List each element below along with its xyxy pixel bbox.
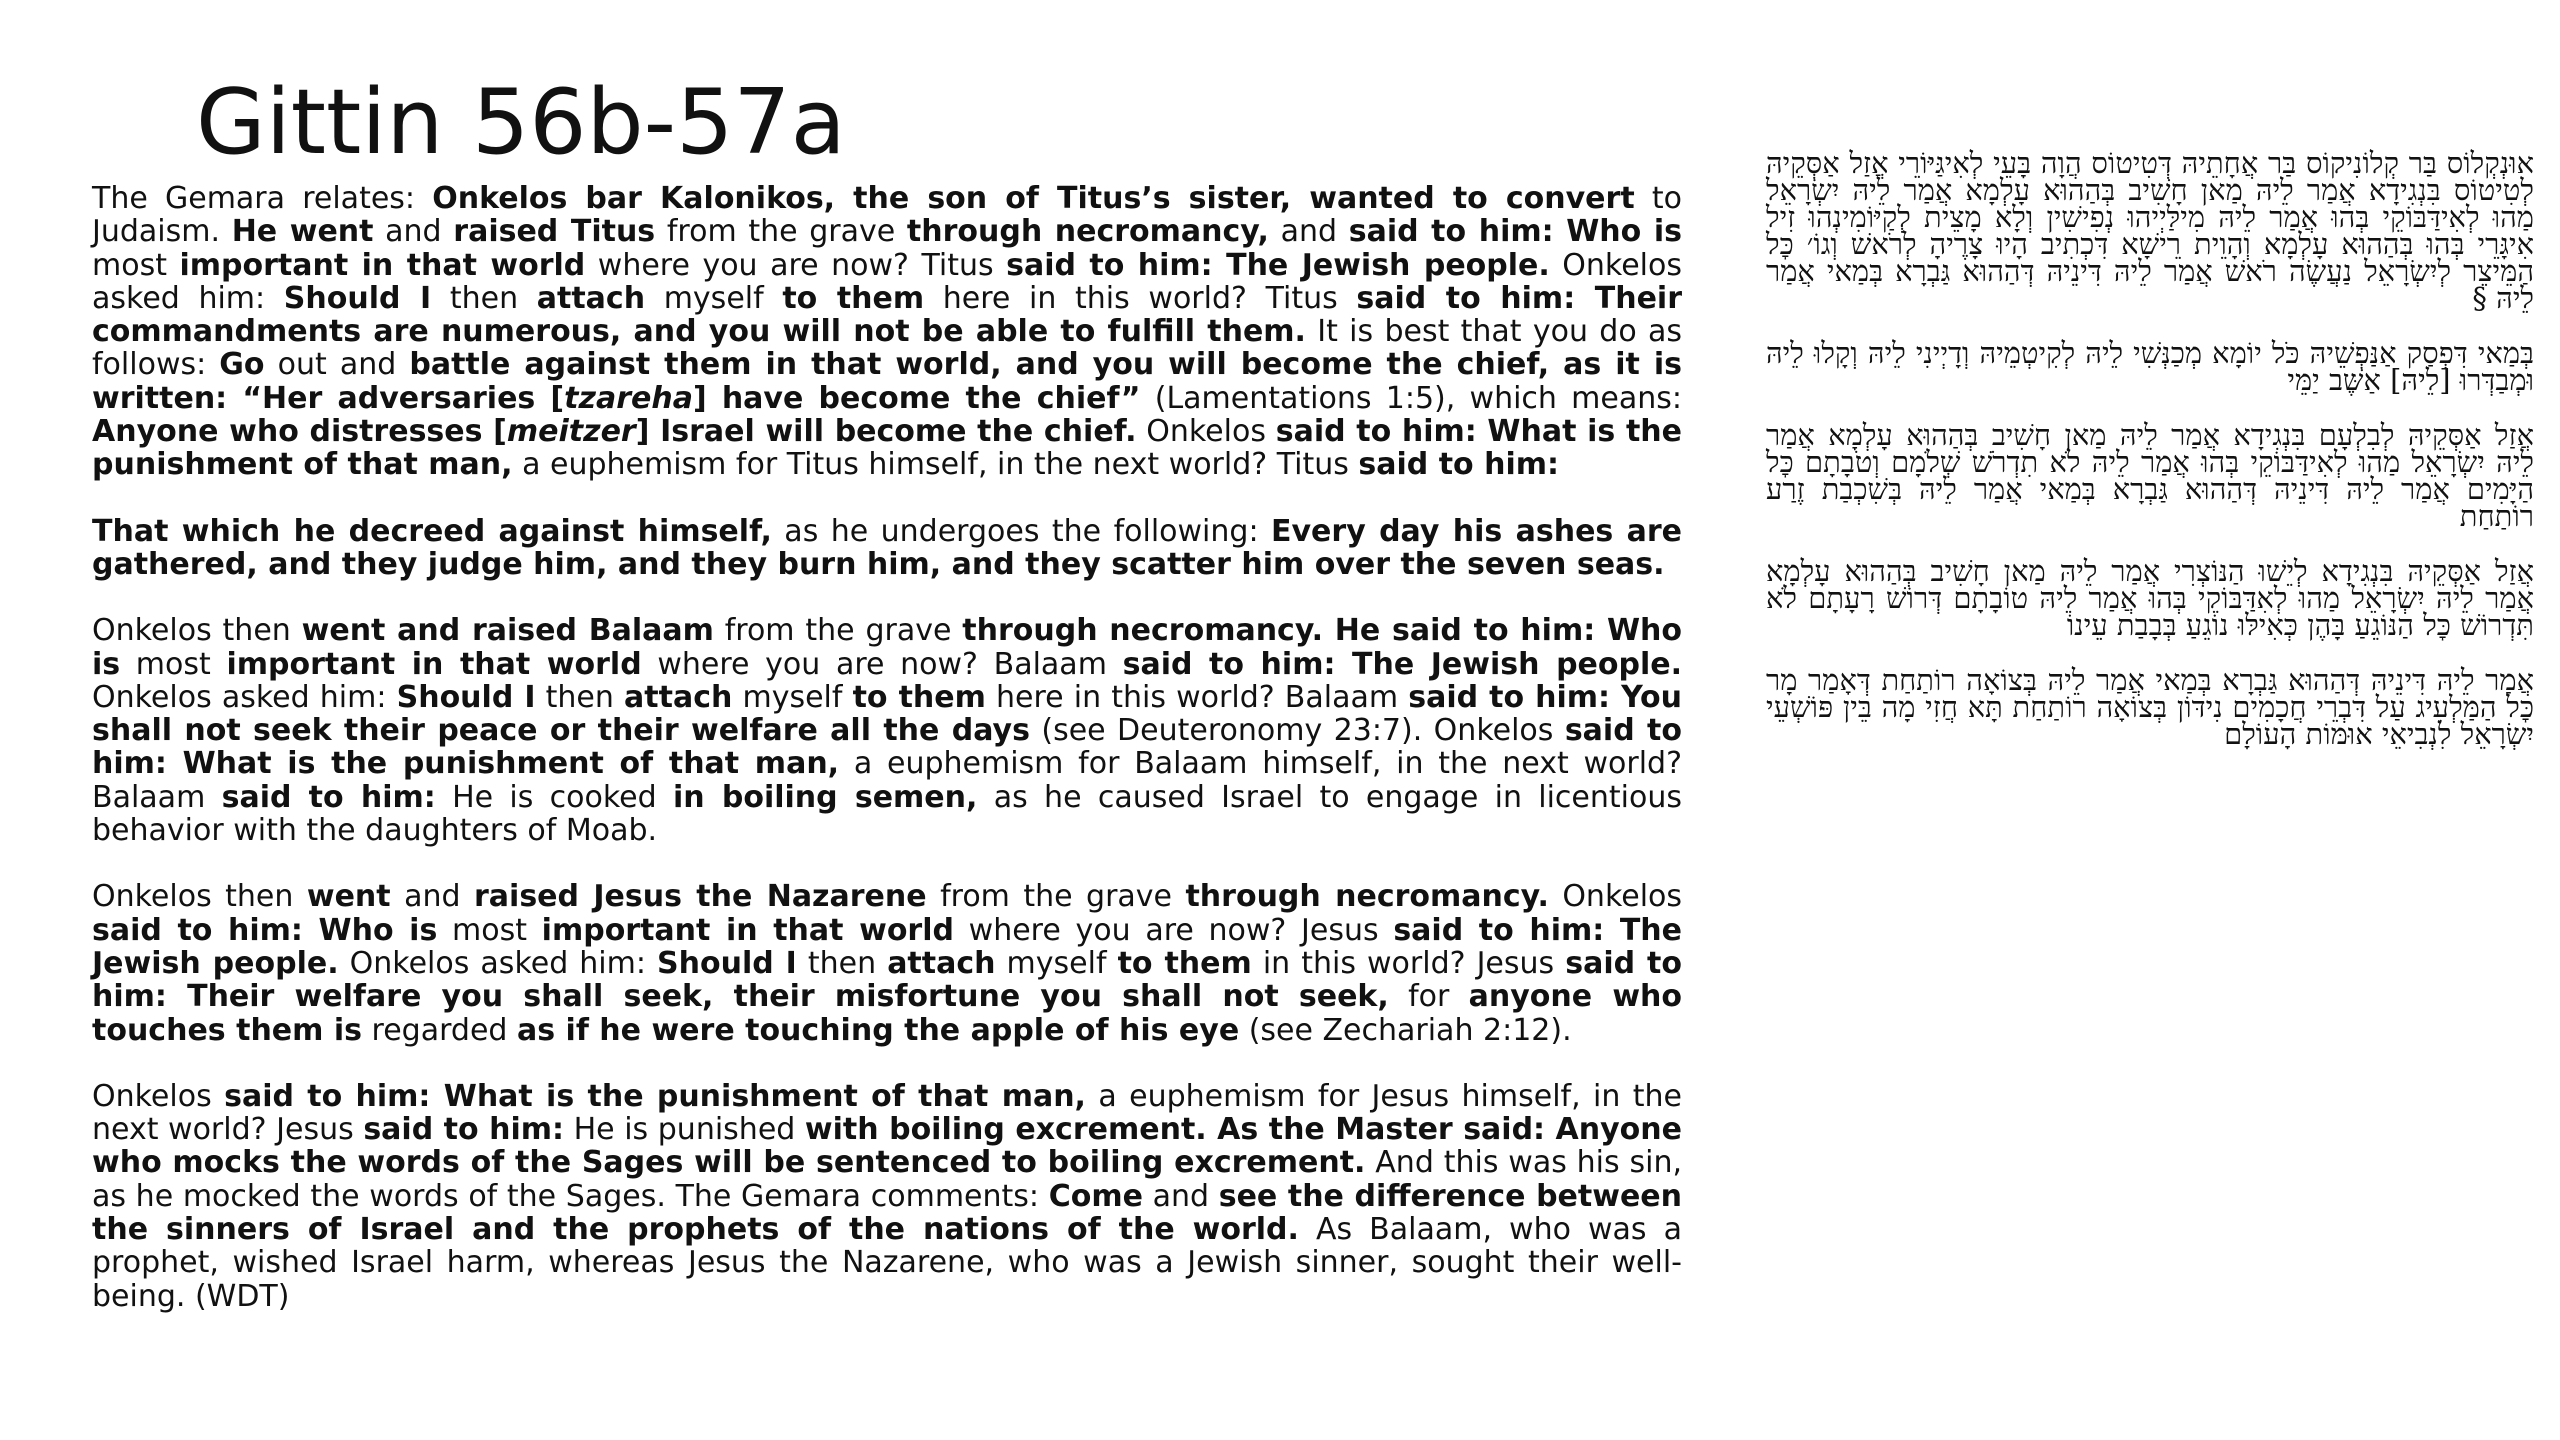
english-paragraph-jesus-punishment xyxy=(92,1080,1682,1313)
hebrew-paragraph-jesus-punishment: אֲמַר לֵיהּ דִּינֵיהּ דְּהַהוּא גַּבְרָא בְּמַאי אֲמַר לֵיהּ בְּצוֹאָה רוֹתַחַת דְּאָמַר מָר כׇּל הַמַּלְעִיג עַל דִּבְרֵי חֲכָמִים נִידּוֹן בְּצוֹאָה רוֹתַחַת תָּא חֲזִי מָה בֵּין פּוֹשְׁעֵי יִשְׂרָאֵל לִנְבִיאֵי אוּמּוֹת הָעוֹלָם xyxy=(1766,663,2534,751)
text-run: myself xyxy=(995,945,1118,981)
hebrew-original-text xyxy=(1766,146,2534,776)
text-run-bold: said to him: xyxy=(1358,447,1560,483)
text-run: The Gemara relates: xyxy=(92,181,433,216)
text-run: most xyxy=(92,247,180,283)
text-run: Onkelos asked him: xyxy=(92,247,1683,316)
text-run: (see Zechariah 2:12). xyxy=(1239,1012,1572,1048)
text-run-bold: to them xyxy=(1117,945,1252,981)
text-run: and xyxy=(1142,1178,1219,1214)
text-run: myself xyxy=(645,280,783,316)
text-run-bold: said to him: xyxy=(363,1112,565,1148)
text-run: then xyxy=(535,679,625,715)
text-run: a euphemism for Jesus himself, in the next world? Jesus xyxy=(92,1078,1682,1148)
text-run-bold: Should I xyxy=(396,679,536,715)
text-run: Onkelos asked him: xyxy=(338,945,658,981)
text-run-bold: said to him: What is the punishment of that man, xyxy=(92,414,1682,483)
text-run-italic: meitzer xyxy=(506,414,636,450)
text-run: here in this world? Titus xyxy=(924,280,1357,316)
text-run-bold: said to him: The Jewish people. xyxy=(92,912,1683,981)
text-run: as he undergoes the following: xyxy=(771,513,1271,549)
text-run-bold xyxy=(564,381,693,416)
english-paragraph-titus xyxy=(92,182,1682,482)
text-run-bold: raised Titus xyxy=(453,214,656,250)
text-run-bold: through necromancy, xyxy=(906,214,1269,250)
english-translation xyxy=(92,182,1682,1346)
text-run-bold: to them xyxy=(782,280,925,316)
text-run-bold: see the difference between the sinners of Israel and the prophets of the nations of the world. xyxy=(92,1178,1683,1248)
text-run: a euphemism for Balaam himself, in the next world? Balaam xyxy=(92,746,1683,815)
text-run: as he caused Israel to engage in licentious behavior with the daughters of Moab. xyxy=(92,779,1682,849)
text-run: most xyxy=(120,646,227,682)
text-run: regarded xyxy=(362,1012,517,1048)
text-run: Onkelos xyxy=(92,1078,225,1114)
text-run-bold: important in that world xyxy=(179,247,586,283)
text-run-bold: said to him: What is the punishment of that man, xyxy=(92,713,1682,782)
text-run: He is punished xyxy=(564,1112,805,1148)
text-run: a euphemism for Titus himself, in the next world? Titus xyxy=(512,447,1359,483)
text-run-bold: important in that world xyxy=(226,646,642,682)
slide-title: Gittin 56b-57a xyxy=(196,70,846,175)
hebrew-paragraph-balaam: אֲזַל אַסְּקֵיהּ לְבִלְעָם בִּנְגִידָא אֲמַר לֵיהּ מַאן חָשִׁיב בְּהַהוּא עָלְמָא אֲמַר לֵיהּ יִשְׂרָאֵל מַהוּ לְאִידַּבּוֹקֵי בְּהוּ אֲמַר לֵיהּ לֹא תִדְרֹשׁ שְׁלֹמָם וְטֹבָתָם כׇּל הַיָּמִים אֲמַר לֵיהּ דִּינֵיהּ דְּהַהוּא גַּבְרָא בְּמַאי אֲמַר לֵיהּ בְּשִׁכְבַת זֶרַע רוֹתַחַת xyxy=(1766,418,2534,533)
text-run: It is best that you do as follows: xyxy=(92,314,1682,383)
text-run: most xyxy=(437,912,542,948)
text-run-bold: battle against them in that world, and you will become the chief, as it is written: “Her adversaries [ xyxy=(92,347,1682,416)
text-run: where you are now? Jesus xyxy=(953,912,1394,948)
text-run: Onkelos then xyxy=(92,879,307,915)
text-run-bold xyxy=(507,414,636,449)
text-run-bold: as if he were touching the apple of his eye xyxy=(516,1012,1240,1048)
hebrew-paragraph-titus: אוּנְקְלוֹס בַּר קְלוֹנִיקוֹס בַּר אֲחָתֵיהּ דְּטִיטוֹס הֲוָה בָּעֵי לְאִיגַּיּוֹרֵי אֲזַל אַסְּקֵיהּ לְטִיטוֹס בִּנְגִידָא אֲמַר לֵיהּ מַאן חָשִׁיב בְּהַהוּא עָלְמָא אֲמַר לֵיהּ יִשְׂרָאֵל מַהוּ לְאִידַּבּוֹקֵי בְּהוּ אֲמַר לֵיהּ מִילַּיְיהוּ נְפִישִׁין וְלָא מָצֵית לְקַיּוֹמִינְהוּ זִיל אִיגָּרֵי בְּהוּ בְּהַהוּא עָלְמָא וְהָוֵית רֵישָׁא דִּכְתִיב הָיוּ צָרֶיהָ לְרֹאשׁ וְגוֹ׳ כׇּל הַמֵּיצֵר לְיִשְׂרָאֵל נַעֲשֶׂה רֹאשׁ אֲמַר לֵיהּ דִּינֵיהּ דְּהַהוּא גַּבְרָא בְּמַאי אֲמַר לֵיהּ § xyxy=(1766,146,2534,315)
text-run-bold: attach xyxy=(624,679,733,715)
text-run-bold: with boiling excrement. As the Master said: Anyone who mocks the words of the Sages will be sentenced to boiling excrement. xyxy=(92,1112,1682,1181)
text-run-bold: said to him: What is the punishment of that man, xyxy=(224,1078,1086,1114)
text-run-bold: went xyxy=(306,879,391,915)
english-paragraph-jesus xyxy=(92,880,1682,1046)
hebrew-paragraph-jesus: אֲזַל אַסְּקֵיהּ בִּנְגִידָא לְיֵשׁוּ הַנּוֹצְרִי אֲמַר לֵיהּ מַאן חָשִׁיב בְּהַהוּא עָלְמָא אֲמַר לֵיהּ יִשְׂרָאֵל מַהוּ לְאִדַּבּוֹקֵי בְּהוּ אֲמַר לֵיהּ טוֹבָתָם דְּרוֹשׁ רָעָתָם לֹא תִּדְרוֹשׁ כׇּל הַנּוֹגֵעַ בָּהֶן כְּאִילּוּ נוֹגֵעַ בְּבָבַת עֵינוֹ xyxy=(1766,554,2534,642)
english-paragraph-titus-punishment xyxy=(92,515,1682,582)
text-run-bold: Every day his ashes are gathered, and they judge him, and they burn him, and they scatter him over the seven seas. xyxy=(92,513,1683,582)
text-run-bold: said to him: Their welfare you shall seek, their misfortune you shall not seek, xyxy=(92,945,1682,1015)
text-run-bold: through necromancy. xyxy=(1185,879,1549,915)
hebrew-paragraph-titus-punishment: בְּמַאי דִּפְסַק אַנַּפְשֵׁיהּ כֹּל יוֹמָא מְכַנְּשִׁי לֵיהּ לְקִיטְמֵיהּ וְדָיְינִי לֵיהּ וְקָלוּ לֵיהּ וּמְבַדְּרוּ [לֵיהּ] אַשֶּׁב יַמֵּי xyxy=(1766,336,2534,397)
text-run-bold: in boiling semen, xyxy=(673,779,978,815)
text-run-bold: Anyone who distresses [ xyxy=(92,414,507,450)
text-run-bold: said to him: Who is xyxy=(1348,214,1682,250)
text-run-bold: said to him: Their commandments are numerous, and you will not be able to fulfill them. xyxy=(92,280,1682,350)
text-run-bold: through necromancy. He said to him: Who is xyxy=(92,613,1683,682)
text-run: Onkelos then xyxy=(92,613,302,649)
text-run-bold: ] have become the chief” xyxy=(692,380,1141,416)
text-run-bold: attach xyxy=(536,280,646,316)
text-run-bold: anyone who touches them is xyxy=(92,979,1683,1048)
text-run: then xyxy=(431,280,537,316)
text-run: (Lamentations 1:5), which means: xyxy=(1140,380,1682,416)
text-run-bold: said to him: xyxy=(221,779,436,815)
text-run: As Balaam, who was a prophet, wished Israel harm, whereas Jesus the Nazarene, who was a Jewish sinner, sought their well-being. (WDT) xyxy=(92,1212,1682,1314)
text-run-bold: Should I xyxy=(657,945,797,981)
text-run-bold: raised Jesus the Nazarene xyxy=(474,879,927,915)
text-run: for xyxy=(1388,979,1469,1015)
text-run: out and xyxy=(264,347,410,383)
text-run: myself xyxy=(732,679,853,715)
text-run: from the grave xyxy=(713,613,963,649)
text-run: from the grave xyxy=(655,214,907,250)
text-run: where you are now? Titus xyxy=(585,247,1007,283)
text-run: and xyxy=(373,214,454,250)
text-run-bold: said to him: The Jewish people. xyxy=(1006,247,1550,283)
text-run: then xyxy=(796,945,888,981)
text-run-bold: attach xyxy=(887,945,996,981)
text-run-bold: said to him: The Jewish people. xyxy=(1122,646,1682,682)
text-run: He is cooked xyxy=(435,779,673,815)
text-run: to Judaism. xyxy=(92,181,1682,250)
text-run-bold: went and raised Balaam xyxy=(301,613,714,649)
text-run-bold: to them xyxy=(852,679,986,715)
text-run: (see Deuteronomy 23:7). Onkelos xyxy=(1029,713,1565,749)
text-run: Onkelos xyxy=(1548,879,1683,915)
text-run-bold: He went xyxy=(231,214,374,250)
text-run: and xyxy=(390,879,474,915)
text-run-bold: Onkelos bar Kalonikos, the son of Titus’s sister, wanted to convert xyxy=(432,181,1635,216)
text-run: and xyxy=(1268,214,1349,250)
text-run: where you are now? Balaam xyxy=(641,646,1123,682)
text-run-bold: ] Israel will become the chief. xyxy=(635,414,1137,450)
text-run-bold: That which he decreed against himself, xyxy=(92,513,772,549)
text-run: here in this world? Balaam xyxy=(985,679,1409,715)
text-run: from the grave xyxy=(926,879,1186,915)
text-run: Onkelos asked him: xyxy=(92,679,397,715)
text-run-bold: Go xyxy=(219,347,265,383)
text-run-bold: important in that world xyxy=(541,912,954,948)
text-run: in this world? Jesus xyxy=(1251,945,1566,981)
text-run-bold: Come xyxy=(1048,1178,1143,1214)
text-run-bold: said to him: You shall not seek their peace or their welfare all the days xyxy=(92,679,1683,749)
text-run-italic: tzareha xyxy=(564,380,693,416)
text-run: Onkelos xyxy=(1136,414,1276,450)
text-run: And this was his sin, as he mocked the words of the Sages. The Gemara comments: xyxy=(92,1145,1682,1214)
text-run-bold: Should I xyxy=(283,280,432,316)
text-run-bold: said to him: Who is xyxy=(92,912,438,948)
english-paragraph-balaam xyxy=(92,614,1682,847)
